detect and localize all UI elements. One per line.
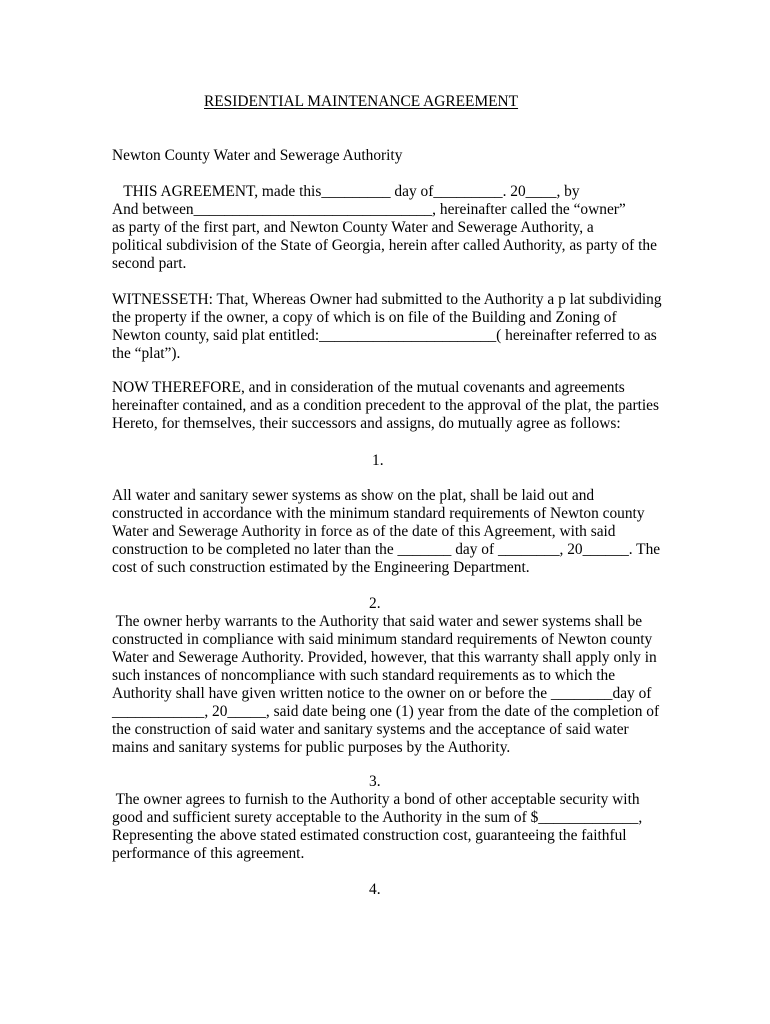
section-line: construction to be completed no later than the _______ day of ________, 20______. The — [112, 541, 661, 558]
section-line: Representing the above stated estimated construction cost, guaranteeing the faithful — [112, 827, 627, 844]
section-line: The owner agrees to furnish to the Authority a bond of other acceptable security with — [112, 791, 640, 808]
witnesseth-line: WITNESSETH: That, Whereas Owner had submitted to the Authority a p lat subdividing — [112, 291, 662, 308]
section-line: The owner herby warrants to the Authority that said water and sewer systems shall be — [112, 613, 643, 630]
section-line: Water and Sewerage Authority. Provided, however, that this warranty shall apply only in — [112, 649, 657, 666]
witnesseth-line: the “plat”). — [112, 345, 181, 362]
section-line: Authority shall have given written notice to the owner on or before the ________day of — [112, 685, 652, 702]
now-therefore-line: hereinafter contained, and as a condition precedent to the approval of the plat, the parties — [112, 397, 659, 414]
section-line: cost of such construction estimated by the Engineering Department. — [112, 559, 530, 576]
section-line: such instances of noncompliance with such standard requirements as to which the — [112, 667, 616, 684]
section-line: constructed in compliance with said minimum standard requirements of Newton county — [112, 631, 653, 648]
intro-line: THIS AGREEMENT, made this_________ day of_________. 20____, by — [112, 183, 580, 200]
intro-line: political subdivision of the State of Georgia, herein after called Authority, as party of the — [112, 237, 657, 254]
section-number: 3. — [369, 773, 381, 790]
intro-line: second part. — [112, 255, 187, 272]
section-line: the construction of said water and sanitary systems and the acceptance of said water — [112, 721, 629, 738]
section-number: 2. — [369, 595, 381, 612]
section-line: constructed in accordance with the minimum standard requirements of Newton county — [112, 505, 645, 522]
intro-line: And between_______________________________, hereinafter called the “owner” — [112, 201, 626, 218]
section-line: All water and sanitary sewer systems as show on the plat, shall be laid out and — [112, 487, 595, 504]
witnesseth-line: the property if the owner, a copy of which is on file of the Building and Zoning of — [112, 309, 617, 326]
section-number: 1. — [372, 452, 384, 469]
document-title: RESIDENTIAL MAINTENANCE AGREEMENT — [204, 93, 519, 110]
section-line: mains and sanitary systems for public purposes by the Authority. — [112, 739, 511, 756]
now-therefore-line: NOW THEREFORE, and in consideration of the mutual covenants and agreements — [112, 379, 625, 396]
section-number: 4. — [369, 881, 381, 898]
section-line: Water and Sewerage Authority in force as of the date of this Agreement, with said — [112, 523, 616, 540]
section-line: good and sufficient surety acceptable to the Authority in the sum of $_____________, — [112, 809, 643, 826]
section-line: ____________, 20_____, said date being one (1) year from the date of the completion of — [112, 703, 660, 720]
section-line: performance of this agreement. — [112, 845, 305, 862]
now-therefore-line: Hereto, for themselves, their successors and assigns, do mutually agree as follows: — [112, 415, 621, 432]
witnesseth-line: Newton county, said plat entitled:_______________________( hereinafter referred to as — [112, 327, 657, 344]
intro-line: as party of the first part, and Newton County Water and Sewerage Authority, a — [112, 219, 594, 236]
authority-heading: Newton County Water and Sewerage Authority — [112, 147, 403, 164]
